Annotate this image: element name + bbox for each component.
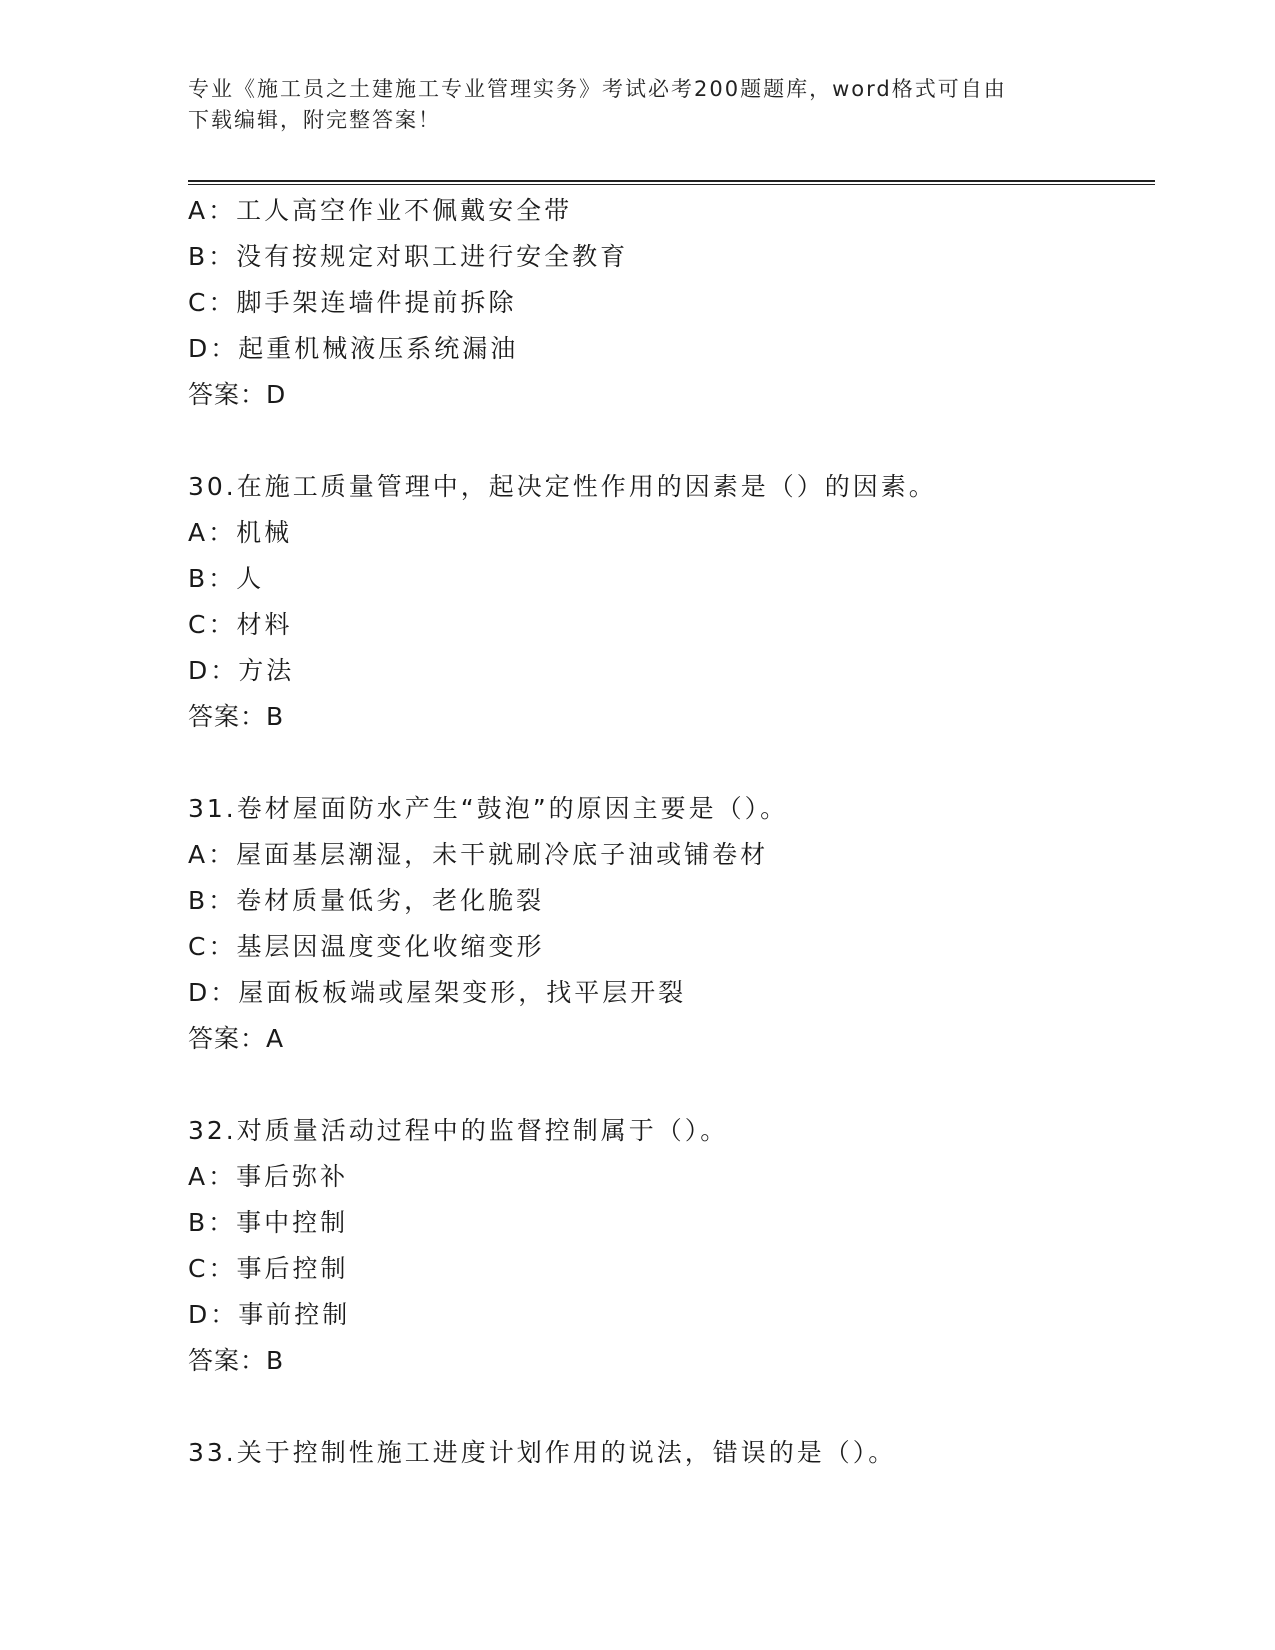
question-block [188,1108,1148,1384]
option-a: A：机械 [188,518,293,547]
document-header [188,74,1088,136]
answer-line: 答案：B [188,702,285,731]
option-d: D：事前控制 [188,1300,351,1329]
question-text: 32.对质量活动过程中的监督控制属于（）。 [188,1116,729,1145]
question-block [188,464,1148,740]
option-b: B：人 [188,564,265,593]
header-line-1: 专业《施工员之土建施工专业管理实务》考试必考200题题库，word格式可自由 [188,77,1007,101]
spacer [188,418,1148,464]
option-a: A：事后弥补 [188,1162,349,1191]
option-b: B：事中控制 [188,1208,349,1237]
option-d: D：起重机械液压系统漏油 [188,334,519,363]
spacer [188,1062,1148,1108]
question-text: 31.卷材屋面防水产生“鼓泡”的原因主要是（）。 [188,794,789,823]
question-text: 33.关于控制性施工进度计划作用的说法，错误的是（）。 [188,1438,897,1467]
option-b: B：卷材质量低劣，老化脆裂 [188,886,545,915]
option-d: D：屋面板板端或屋架变形，找平层开裂 [188,978,687,1007]
header-divider-thick [188,180,1155,182]
question-block [188,188,1148,418]
option-d: D：方法 [188,656,295,685]
header-line-2: 下载编辑，附完整答案！ [188,108,441,132]
option-a: A：工人高空作业不佩戴安全带 [188,196,573,225]
option-c: C：基层因温度变化收缩变形 [188,932,545,961]
option-b: B：没有按规定对职工进行安全教育 [188,242,629,271]
option-a: A：屋面基层潮湿，未干就刷冷底子油或铺卷材 [188,840,769,869]
option-c: C：脚手架连墙件提前拆除 [188,288,517,317]
answer-line: 答案：B [188,1346,285,1375]
question-block [188,786,1148,1062]
question-list [188,188,1148,1476]
answer-line: 答案：A [188,1024,285,1053]
spacer [188,740,1148,786]
option-c: C：材料 [188,610,293,639]
option-c: C：事后控制 [188,1254,349,1283]
spacer [188,1384,1148,1430]
answer-line: 答案：D [188,380,287,409]
question-text: 30.在施工质量管理中，起决定性作用的因素是（）的因素。 [188,472,937,501]
header-divider-thin [188,184,1155,185]
